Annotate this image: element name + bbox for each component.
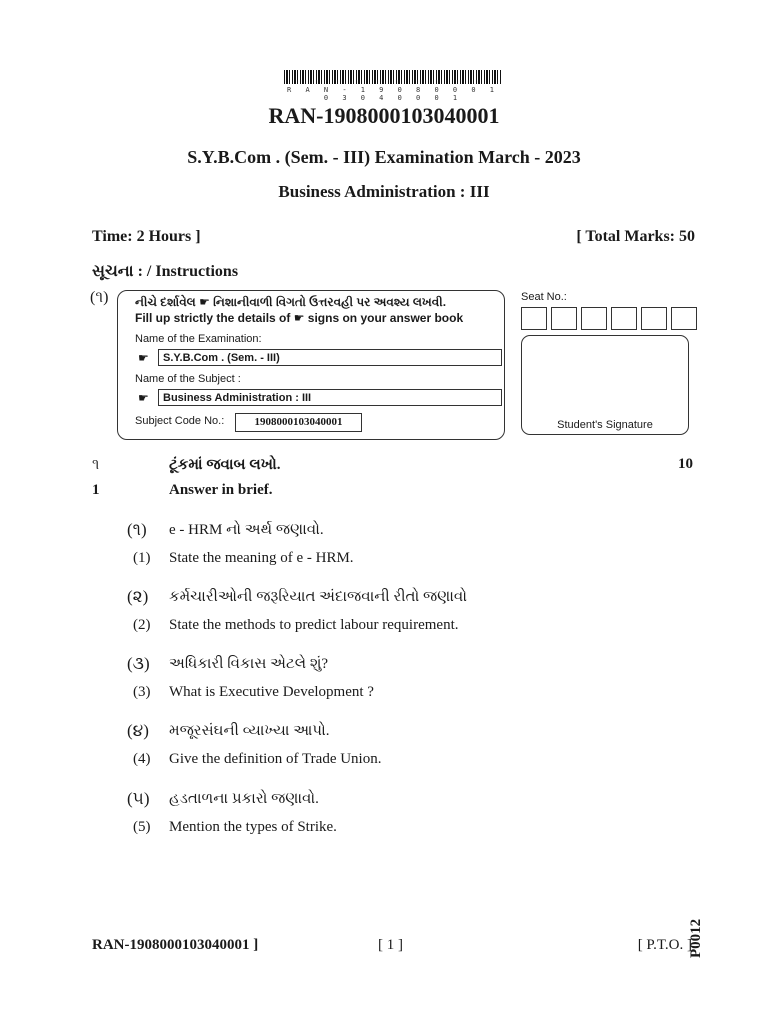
question-number-english: 1	[92, 482, 100, 498]
barcode-text: R A N - 1 9 0 8 0 0 0 1 0 3 0 4 0 0 0 1	[287, 86, 499, 102]
pto-label: [ P.T.O. ]	[637, 937, 692, 953]
sub-question-number-english: (2)	[133, 617, 151, 633]
sub-question-english: Mention the types of Strike.	[169, 819, 337, 835]
page-number: [ 1 ]	[378, 937, 403, 953]
subject-name-field: Business Administration : III	[158, 389, 502, 406]
subject-code-label: Subject Code No.:	[135, 415, 225, 427]
sub-question-number-gujarati: (૪)	[127, 721, 149, 740]
subject-name-label: Name of the Subject :	[135, 373, 241, 385]
time-label: Time: 2 Hours ]	[92, 228, 201, 245]
subject-title: Business Administration : III	[278, 182, 490, 201]
instruction-number: (૧)	[90, 289, 109, 306]
footer-paper-code: RAN-1908000103040001 ]	[92, 937, 259, 953]
seat-digit-box[interactable]	[641, 307, 667, 330]
sub-question-number-english: (4)	[133, 751, 151, 767]
seat-digit-box[interactable]	[671, 307, 697, 330]
side-code: P0012	[688, 918, 704, 958]
exam-name-field: S.Y.B.Com . (Sem. - III)	[158, 349, 502, 366]
sub-question-gujarati: કર્મચારીઓની જરૂરિયાત અંદાજવાની રીતો જણાવો	[169, 589, 468, 605]
seat-number-label: Seat No.:	[521, 291, 567, 303]
seat-digit-box[interactable]	[521, 307, 547, 330]
seat-digit-box[interactable]	[611, 307, 637, 330]
instruction-english: Fill up strictly the details of ☛ signs on your answer book	[135, 311, 464, 325]
sub-question-number-english: (5)	[133, 819, 151, 835]
sub-question-number-english: (1)	[133, 550, 151, 566]
sub-question-gujarati: અધિકારી વિકાસ એટલે શું?	[169, 656, 329, 672]
instructions-heading: સૂચના : / Instructions	[92, 263, 239, 280]
subject-code-field: 1908000103040001	[235, 413, 362, 432]
sub-question-english: State the methods to predict labour requirement.	[169, 617, 459, 633]
instruction-box	[117, 290, 505, 440]
exam-title: S.Y.B.Com . (Sem. - III) Examination March - 2023	[187, 147, 581, 167]
seat-digit-box[interactable]	[551, 307, 577, 330]
hand-pointer-icon: ☛	[138, 391, 149, 405]
sub-question-number-gujarati: (૩)	[127, 654, 150, 673]
sub-question-number-gujarati: (૨)	[127, 587, 149, 606]
sub-question-number-gujarati: (૫)	[127, 789, 150, 808]
question-number-gujarati: ૧	[92, 457, 100, 473]
instruction-gujarati: નીચે દર્શાવેલ ☛ નિશાનીવાળી વિગતો ઉત્તરવહી પર અવશ્ય લખવી.	[135, 295, 447, 309]
sub-question-gujarati: હડતાળના પ્રકારો જણાવો.	[169, 791, 319, 807]
sub-question-gujarati: e - HRM નો અર્થ જણાવો.	[169, 522, 324, 538]
sub-question-number-gujarati: (૧)	[127, 520, 147, 539]
hand-pointer-icon: ☛	[138, 351, 149, 365]
seat-digit-box[interactable]	[581, 307, 607, 330]
question-text-gujarati: ટૂંકમાં જવાબ લખો.	[169, 457, 281, 473]
total-marks-label: [ Total Marks: 50	[576, 228, 695, 245]
seat-number-boxes	[521, 307, 701, 330]
sub-question-english: State the meaning of e - HRM.	[169, 550, 354, 566]
sub-question-gujarati: મજૂરસંઘની વ્યાખ્યા આપો.	[169, 723, 330, 739]
sub-question-english: Give the definition of Trade Union.	[169, 751, 382, 767]
exam-name-label: Name of the Examination:	[135, 333, 262, 345]
signature-label: Student's Signature	[557, 419, 653, 431]
question-marks: 10	[678, 456, 693, 472]
barcode	[284, 70, 502, 84]
sub-question-english: What is Executive Development ?	[169, 684, 374, 700]
paper-code-title: RAN-1908000103040001	[268, 103, 500, 128]
question-text-english: Answer in brief.	[169, 482, 273, 498]
sub-question-number-english: (3)	[133, 684, 151, 700]
